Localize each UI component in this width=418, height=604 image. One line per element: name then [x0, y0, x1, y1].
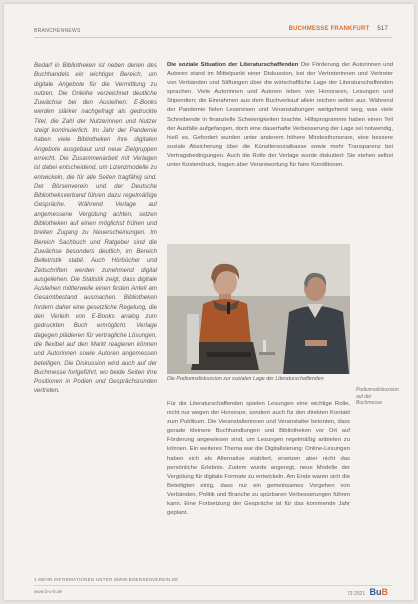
logo-accent: B: [381, 587, 388, 597]
right-column-text: Die Förderung der Autorinnen und Autoren stand im Mittelpunkt einer Diskussion, bei der Vertreterinnen und Vertreter von Verbänden und Stiftungen über die wirtschaftliche Lage der Literaturschaffenden sprachen. Viele Autorinnen und Autoren leben von Honoraren, Lesungen und Stipendien; die Einnahmen aus dem Buchverkauf allein reichen selten aus. Während der Pandemie fielen Lesereisen und Veranstaltungen weitgehend weg, was viele Schreibende in finanzielle Schwierigkeiten brachte. Hilfsprogramme haben einen Teil der Ausfälle aufgefangen, doch eine dauerhafte Verbesserung der Lage sei notwendig, hieß es. Gefordert wurden unter anderem höhere Mindesthonorare, eine bessere soziale Absicherung über die Künstlersozialkasse sowie mehr Transparenz bei Vertragsbedingungen. Auch die Rolle der Verlage wurde diskutiert: Sie stehen selbst unter Kostendruck, tragen aber Verantwortung für faire Konditionen.: [167, 62, 393, 169]
photo-side-caption: Podiumsdiskussion auf der Buchmesse: [356, 387, 399, 407]
magazine-page: [4, 4, 414, 600]
footnote: 1 MEHR INFORMATIONEN UNTER WWW.BOERSENVEREIN.DE: [34, 577, 179, 582]
footer-url: www.b-u-b.de: [34, 589, 63, 594]
footer-issue: [347, 587, 388, 597]
event-photo: [167, 244, 350, 374]
footer-divider: [34, 585, 392, 586]
header-section-label: BRANCHENNEWS: [34, 28, 81, 34]
subheading: Die soziale Situation der Literaturschaffenden: [167, 62, 299, 68]
magazine-logo: [370, 587, 389, 597]
left-column-text: Bedarf in Bibliotheken ist neben denen des Buchhandels ein wichtiger Bereich, um digitale Angebote für die Vermittlung zu nutzen. Die Onleihe verzeichnet deutliche Zuwächse bei den Ausleihen: E-Books werden stärker nachgefragt als gedruckte Titel, die Zahl der Nutzerinnen und Nutzer steigt kontinuierlich. Im Jahr der Pandemie haben viele Bibliotheken ihre digitalen Angebote ausgebaut und neue Zielgruppen erreicht. Die Zusammenarbeit mit Verlagen ist dabei entscheidend, um Lizenzmodelle zu entwickeln, die für alle Seiten tragfähig sind. Der Börsenverein und der Deutsche Bibliotheksverband führen dazu regelmäßige Gespräche. Während Verlage auf angemessene Vergütung achten, setzen Bibliotheken auf einen möglichst frühen und breiten Zugang zu Neuerscheinungen. Im Bereich Sachbuch und Ratgeber sind die Zuwächse besonders deutlich, im Bereich Belletristik stabil. Auch Hörbücher und Zeitschriften werden zunehmend digital ausgeliehen. Die Statistik zeigt, dass digitale Ausleihen mittlerweile einen festen Anteil am Gesamtbestand ausmachen. Bibliotheken fordern daher eine gesetzliche Regelung, die den Verleih von E-Books analog zum gedruckten Buch ermöglicht. Verlage dagegen plädieren für vertragliche Lösungen, die flexibel auf den Markt reagieren können und Autorinnen sowie Autoren angemessen beteiligen. Die Diskussion wird auch auf der Buchmesse fortgeführt, wo beide Seiten ihre Positionen in Podien und Gesprächsrunden vertreten.: [34, 62, 157, 395]
header-right: [289, 26, 388, 32]
photo-caption: Die Podiumsdiskussion zur sozialen Lage der Literaturschaffenden: [167, 376, 324, 382]
header-section-title: BUCHMESSE FRANKFURT: [288, 26, 370, 32]
bottom-paragraph: Für die Literaturschaffenden spielen Lesungen eine wichtige Rolle, nicht nur wegen der Honorare, sondern auch für den direkten Kontakt zum Publikum. Die Veranstalterinnen und Veranstalter betonten, dass gerade kleinere Buchhandlungen und Bibliotheken vor Ort auf Förderung angewiesen sind, um Lesungen regelmäßig anbieten zu können. Ein weiteres Thema war die Digitalisierung: Online-Lesungen haben sich als Alternative etabliert, ersetzen aber nicht das persönliche Erlebnis. Zudem wurde angeregt, neue Modelle der Vergütung für digitale Formate zu entwickeln. Am Ende waren sich die Beteiligten einig, dass nur ein gemeinsames Vorgehen von Verbänden, Politik und Branche zu spürbaren Verbesserungen führen kann. Eine Fortsetzung der Gespräche ist für das kommende Jahr geplant.: [167, 401, 350, 517]
right-column: [167, 61, 393, 239]
issue-label: 73 2021: [347, 591, 366, 597]
right-column-paragraph: [167, 61, 393, 239]
header-divider: [34, 37, 392, 38]
logo-main: Bu: [369, 587, 382, 597]
page-number: 517: [377, 26, 388, 32]
